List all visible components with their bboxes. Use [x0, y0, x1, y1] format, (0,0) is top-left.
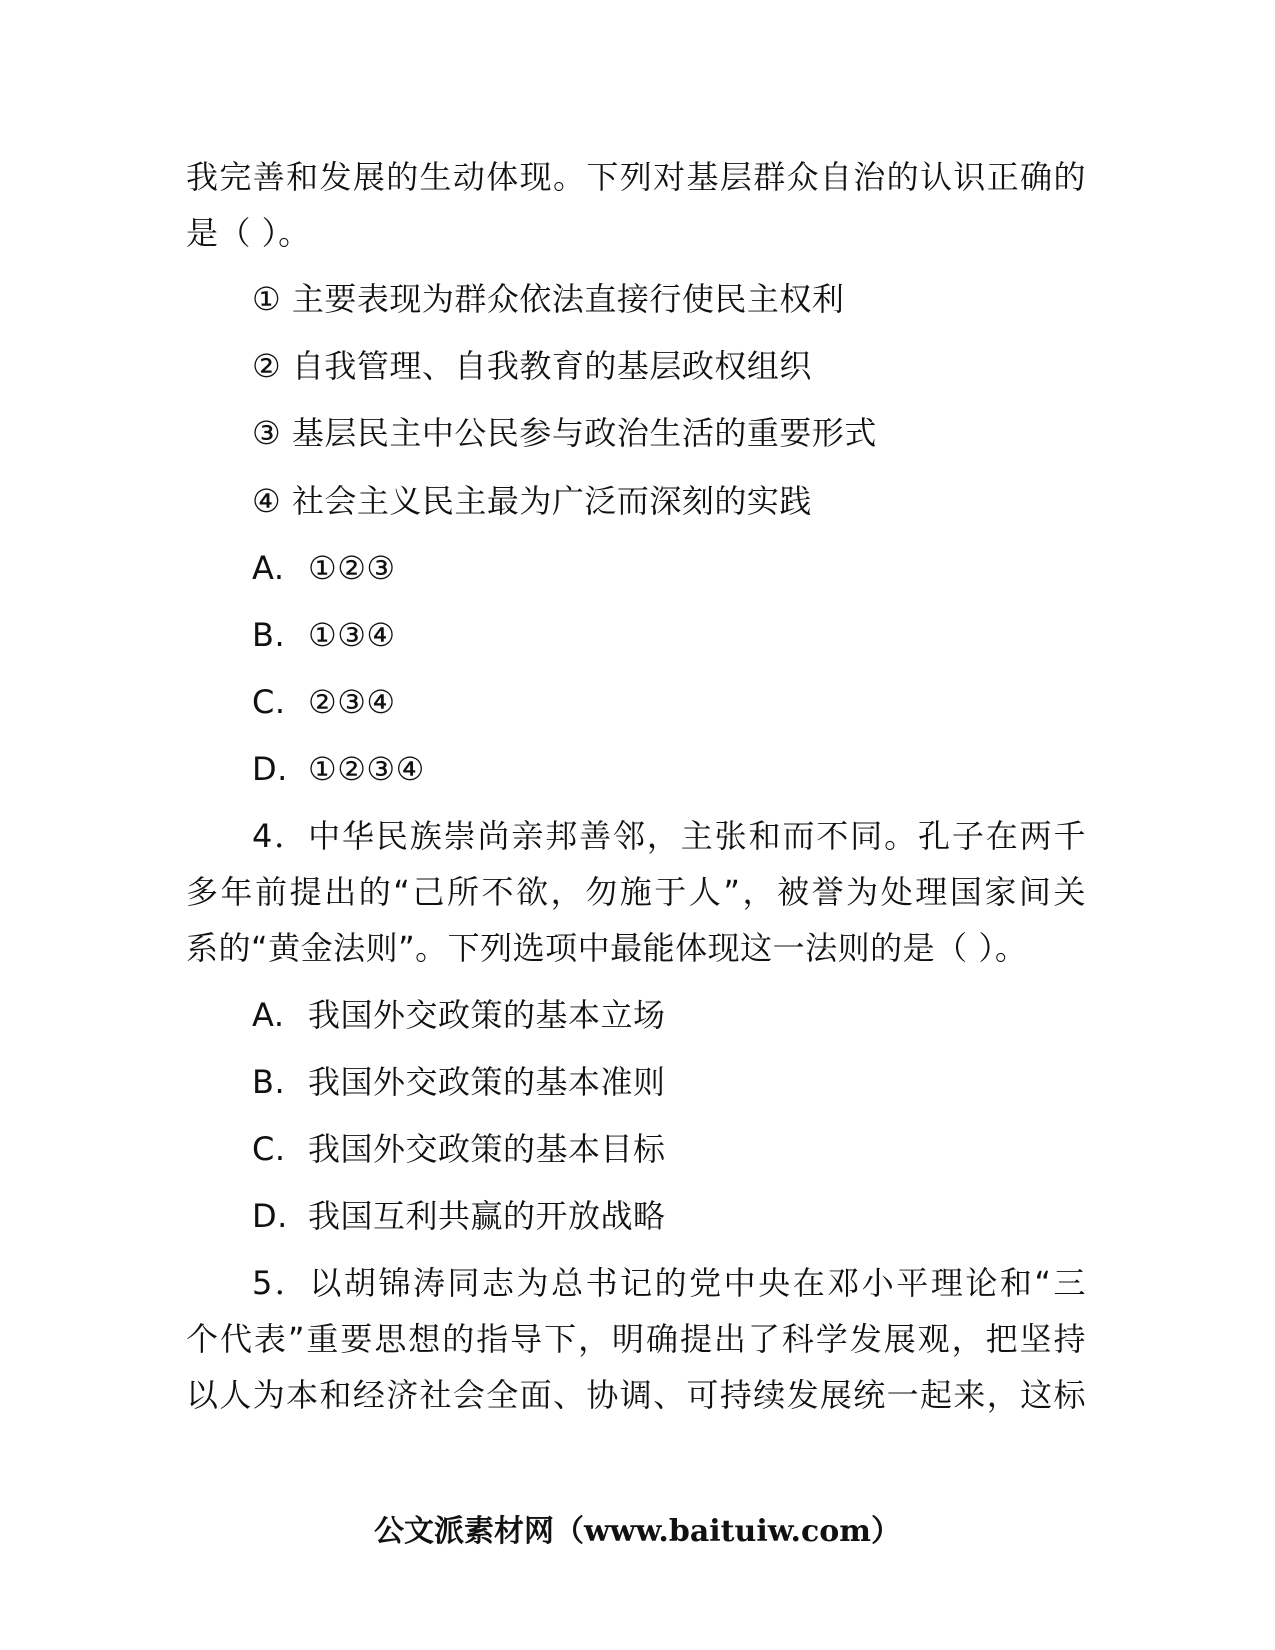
option-text: 我国外交政策的基本立场	[308, 996, 666, 1034]
q3-stem-line-2: 是（ ）。	[186, 214, 311, 252]
option-text: ①②③④	[308, 750, 425, 788]
q3-statement-3: ③ 基层民主中公民参与政治生活的重要形式	[252, 414, 877, 452]
q4-option-a	[252, 995, 666, 1035]
q3-option-a	[252, 548, 396, 588]
q3-statement-4: ④ 社会主义民主最为广泛而深刻的实践	[252, 482, 812, 520]
option-letter: B.	[252, 1063, 286, 1101]
q4-stem-line-2: 多年前提出的“己所不欲，勿施于人”，被誉为处理国家间关	[186, 873, 1086, 911]
q3-option-c	[252, 682, 396, 722]
option-text: ①②③	[308, 549, 396, 587]
page-footer: 公文派素材网（www.baituiw.com）	[373, 1514, 902, 1549]
q4-option-d	[252, 1196, 666, 1236]
option-text: 我国互利共赢的开放战略	[308, 1197, 666, 1235]
q5-stem-line-1: 5．以胡锦涛同志为总书记的党中央在邓小平理论和“三	[252, 1264, 1086, 1302]
option-letter: A.	[252, 549, 285, 587]
q4-option-c	[252, 1129, 666, 1169]
option-letter: D.	[252, 1197, 288, 1235]
option-letter: C.	[252, 683, 286, 721]
q3-stem-line-1: 我完善和发展的生动体现。下列对基层群众自治的认识正确的	[186, 158, 1086, 196]
option-letter: A.	[252, 996, 285, 1034]
q3-option-d	[252, 749, 425, 789]
q4-stem-line-1: 4．中华民族崇尚亲邦善邻，主张和而不同。孔子在两千	[252, 817, 1086, 855]
option-text: 我国外交政策的基本目标	[308, 1130, 666, 1168]
q4-option-b	[252, 1062, 666, 1102]
q3-statement-2: ② 自我管理、自我教育的基层政权组织	[252, 347, 812, 385]
q3-statement-1: ① 主要表现为群众依法直接行使民主权利	[252, 280, 845, 318]
option-letter: B.	[252, 616, 286, 654]
q5-stem-line-2: 个代表”重要思想的指导下，明确提出了科学发展观，把坚持	[186, 1320, 1086, 1358]
option-text: 我国外交政策的基本准则	[308, 1063, 666, 1101]
q5-stem-line-3: 以人为本和经济社会全面、协调、可持续发展统一起来，这标	[186, 1376, 1086, 1414]
option-letter: C.	[252, 1130, 286, 1168]
option-text: ②③④	[308, 683, 396, 721]
q3-option-b	[252, 615, 396, 655]
option-letter: D.	[252, 750, 288, 788]
option-text: ①③④	[308, 616, 396, 654]
q4-stem-line-3: 系的“黄金法则”。下列选项中最能体现这一法则的是（ ）。	[186, 929, 1028, 967]
